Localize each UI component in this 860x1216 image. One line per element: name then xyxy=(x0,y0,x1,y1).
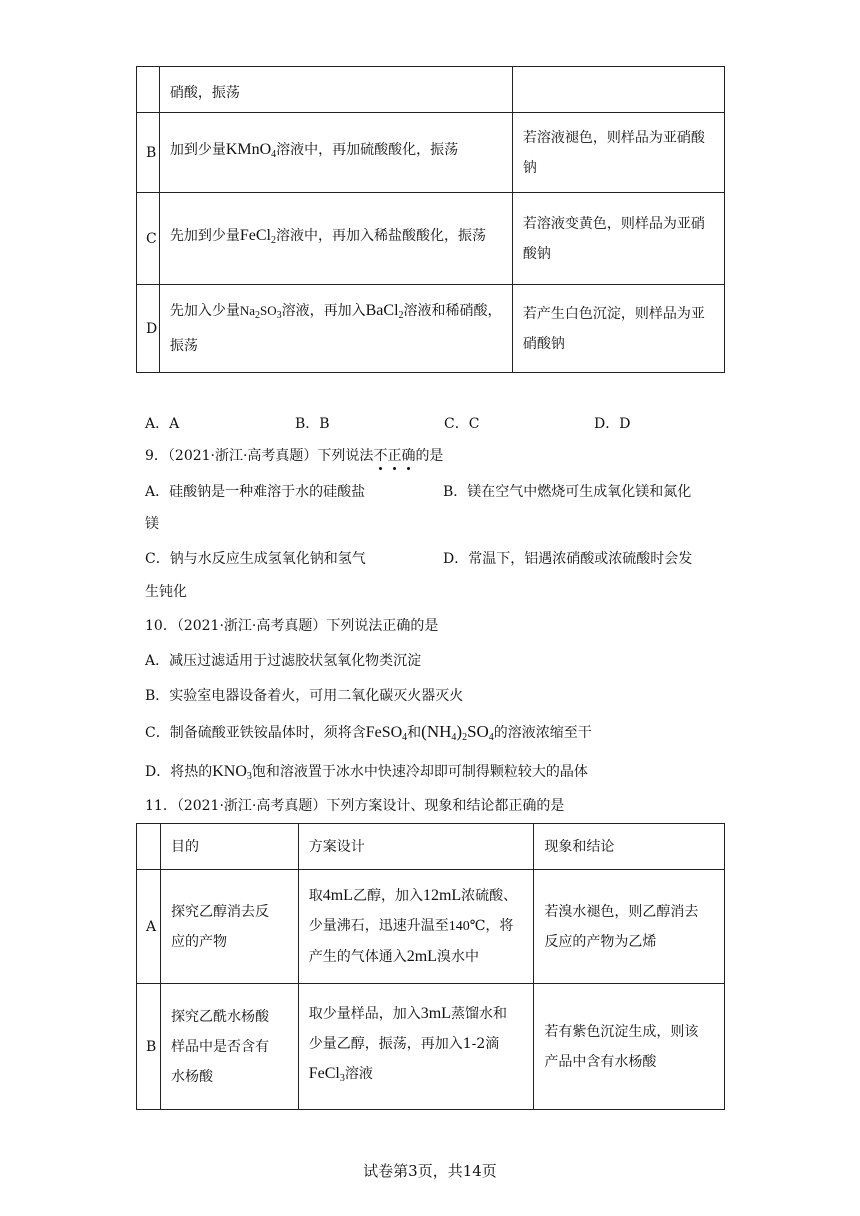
q10-option-c[interactable] xyxy=(145,722,592,748)
result-text: 若溶液褪色，则样品为亚硝酸钠 xyxy=(522,129,705,176)
method-text: 溶液和稀硝酸，振荡 xyxy=(169,303,502,354)
method-cell xyxy=(159,67,512,113)
purpose-text: 水杨酸 xyxy=(170,1068,213,1085)
option-text: 饱和溶液置于冰水中快速冷却即可制得颗粒较大的晶体 xyxy=(251,764,588,780)
formula-part: FeSO xyxy=(365,724,403,741)
design-line xyxy=(309,881,524,911)
question-text: 9．（2021·浙江·高考真题）下列说法 xyxy=(145,448,374,464)
result-text: 反应的产物为乙烯 xyxy=(544,933,657,950)
method-wrap xyxy=(170,296,502,361)
table-row xyxy=(137,67,725,113)
formula-part: KMnO xyxy=(225,141,272,158)
method-text: 溶液中，再加硫酸酸化，振荡 xyxy=(276,142,459,158)
method-cell xyxy=(159,113,512,193)
design-text: 浓硫酸、 xyxy=(461,888,518,904)
formula xyxy=(366,724,407,741)
q9-option-a[interactable]: A．硅酸钠是一种难溶于水的硅酸盐 xyxy=(145,484,366,500)
formula xyxy=(212,763,252,780)
formula-subscript: 3 xyxy=(276,310,282,321)
method-cell xyxy=(159,193,512,285)
formula-subscript: 2 xyxy=(398,310,404,321)
emphasis-char: 确 xyxy=(401,448,416,464)
q9-option-b-wrap: 镁 xyxy=(145,516,159,532)
purpose-cell xyxy=(160,870,298,984)
option-b[interactable]: B．B xyxy=(295,416,330,432)
design-text: 溶液 xyxy=(344,1066,373,1082)
row-label: C xyxy=(137,193,160,285)
design-text: 溴水中 xyxy=(436,949,479,965)
q11-stem: 11．（2021·浙江·高考真题）下列方案设计、现象和结论都正确的是 xyxy=(145,798,565,814)
formula-part: BaCl xyxy=(365,302,399,319)
method-text: 加到少量 xyxy=(169,142,226,158)
design-cell xyxy=(298,870,534,984)
emphasis-char: 正 xyxy=(387,448,402,464)
formula: 2mL xyxy=(406,948,437,965)
q11-table xyxy=(136,823,725,1110)
table-row xyxy=(137,193,725,285)
formula-part: SO xyxy=(467,722,489,741)
formula: 4mL xyxy=(322,887,353,904)
method-text: 先加到少量 xyxy=(169,228,240,244)
design-cell xyxy=(298,984,534,1110)
result-cell xyxy=(512,113,724,193)
design-text: 取 xyxy=(308,888,323,904)
formula-subscript: 4 xyxy=(402,732,408,743)
question-text: 的是 xyxy=(415,448,444,464)
purpose-text: 探究乙酰水杨酸 xyxy=(170,1008,269,1025)
method-text: 溶液，再加入 xyxy=(281,303,366,319)
formula-part: SO xyxy=(260,303,277,318)
formula-subscript: 4 xyxy=(451,732,457,743)
formula-subscript: 2 xyxy=(255,310,260,321)
table-row xyxy=(137,285,725,373)
formula-part: ) xyxy=(456,722,463,741)
design-line xyxy=(309,942,524,972)
table-header-row xyxy=(137,824,725,870)
q10-option-a[interactable]: A．减压过滤适用于过滤胶状氢氧化物类沉淀 xyxy=(145,653,422,669)
q9-option-b[interactable]: B．镁在空气中燃烧可生成氧化镁和氮化 xyxy=(443,484,692,500)
method-text: 先加入少量 xyxy=(169,303,240,319)
result-text: 若产生白色沉淀，则样品为亚硝酸钠 xyxy=(522,305,705,352)
result-cell xyxy=(512,67,724,113)
result-text: 产品中含有水杨酸 xyxy=(544,1053,657,1070)
reagent-formula xyxy=(239,303,282,321)
formula-subscript: 3 xyxy=(246,771,252,782)
table-row xyxy=(137,870,725,984)
method-text: 硝酸，振荡 xyxy=(169,84,240,101)
purpose-text: 探究乙醇消去反 xyxy=(170,903,269,920)
header-purpose: 目的 xyxy=(160,824,298,870)
design-line xyxy=(309,1059,524,1094)
q10-stem: 10．（2021·浙江·高考真题）下列说法正确的是 xyxy=(145,618,439,634)
formula-part: FeCl xyxy=(308,1065,340,1082)
option-text: 的溶液浓缩至干 xyxy=(493,725,592,741)
table-row xyxy=(137,984,725,1110)
formula-part: KNO xyxy=(212,763,247,780)
option-a[interactable]: A．A xyxy=(145,416,180,432)
row-label xyxy=(137,67,160,113)
page-footer: 试卷第3页，共14页 xyxy=(363,1162,497,1180)
formula-subscript: 4 xyxy=(488,732,494,743)
emphasis-char: 不 xyxy=(373,448,388,464)
q10-option-d[interactable] xyxy=(145,762,588,787)
header-result: 现象和结论 xyxy=(534,824,725,870)
table-row xyxy=(137,113,725,193)
row-label: B xyxy=(137,984,161,1110)
design-text: 乙醇，加入 xyxy=(352,888,423,904)
reagent-formula xyxy=(240,227,276,244)
reagent-formula xyxy=(366,302,404,319)
design-text: 少量沸石，迅速升温至 xyxy=(308,918,449,934)
formula xyxy=(309,1065,345,1082)
q9-stem xyxy=(145,446,443,466)
design-text: 产生的气体通入 xyxy=(308,949,407,965)
purpose-text: 样品中是否含有 xyxy=(170,1038,269,1055)
option-text: 和 xyxy=(407,725,422,741)
method-text: 溶液中，再加入稀盐酸酸化，振荡 xyxy=(275,228,486,244)
design-text: 蒸馏水和 xyxy=(450,1006,507,1022)
formula-part: (NH xyxy=(421,722,452,741)
option-c[interactable]: C．C xyxy=(444,416,480,432)
design-text: 取少量样品，加入 xyxy=(308,1006,421,1022)
q9-option-d[interactable]: D．常温下，铝遇浓硝酸或浓硫酸时会发 xyxy=(443,551,693,567)
formula-subscript: 2 xyxy=(270,235,276,246)
design-line: 少量乙醇，振荡，再加入1-2滴 xyxy=(308,1036,500,1052)
row-label xyxy=(137,824,161,870)
q8-table xyxy=(136,66,725,373)
result-cell xyxy=(512,193,724,285)
formula: 3mL xyxy=(420,1005,451,1022)
row-label: B xyxy=(137,113,160,193)
formula: 12mL xyxy=(422,887,462,904)
result-cell xyxy=(512,285,724,373)
q9-option-c[interactable]: C．钠与水反应生成氢氧化钠和氢气 xyxy=(145,551,366,567)
reagent-formula xyxy=(226,141,276,158)
design-line xyxy=(309,911,524,942)
method-cell xyxy=(159,285,512,373)
option-d[interactable]: D．D xyxy=(594,416,631,432)
row-label: D xyxy=(137,285,160,373)
result-text: 若溶液变黄色，则样品为亚硝酸钠 xyxy=(522,215,705,262)
q9-option-d-wrap: 生钝化 xyxy=(145,584,187,600)
result-text: 若溴水褪色，则乙醇消去 xyxy=(544,903,699,920)
design-line xyxy=(309,999,524,1029)
method-wrap xyxy=(170,221,502,256)
formula-subscript: 2 xyxy=(462,732,468,743)
formula-subscript: 3 xyxy=(339,1073,345,1084)
row-label: A xyxy=(137,870,161,984)
purpose-text: 应的产物 xyxy=(170,933,227,950)
result-cell xyxy=(534,984,725,1110)
option-text: D．将热的 xyxy=(145,764,213,780)
header-design: 方案设计 xyxy=(298,824,534,870)
purpose-cell xyxy=(160,984,298,1110)
formula xyxy=(421,722,494,741)
result-text: 若有紫色沉淀生成，则该 xyxy=(544,1023,699,1040)
q10-option-b[interactable]: B．实验室电器设备着火，可用二氧化碳灭火器灭火 xyxy=(145,688,464,704)
result-cell xyxy=(534,870,725,984)
formula-subscript: 4 xyxy=(271,149,277,160)
formula-part: Na xyxy=(239,303,255,318)
formula-part: FeCl xyxy=(239,227,271,244)
design-text: ，将 xyxy=(485,918,514,934)
option-text: C．制备硫酸亚铁铵晶体时，须将含 xyxy=(145,725,366,741)
formula: 140℃ xyxy=(448,919,486,934)
